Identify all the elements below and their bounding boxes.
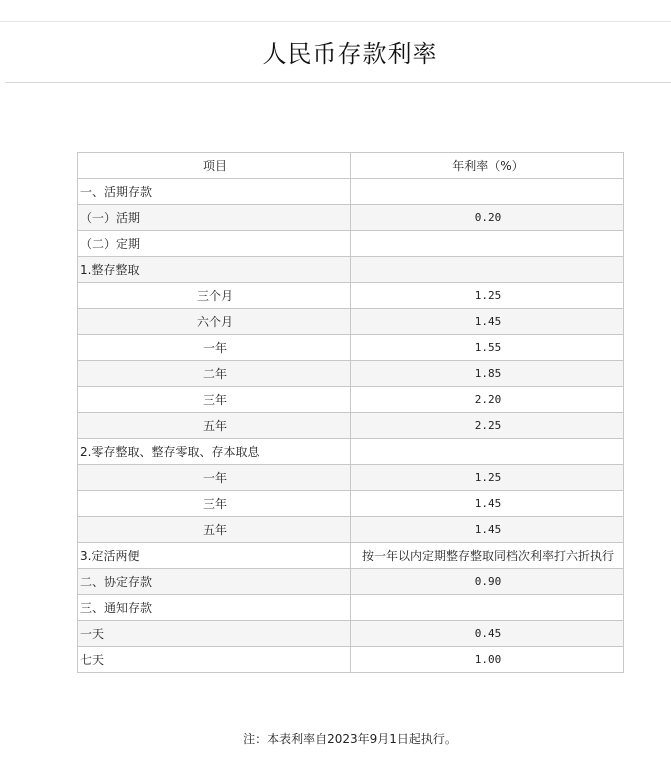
table-row (78, 283, 624, 309)
row-rate-value: 0.90 (351, 569, 624, 595)
table-header-row (78, 153, 624, 179)
table-row (78, 179, 624, 205)
row-rate-value: 1.55 (351, 335, 624, 361)
table-row (78, 387, 624, 413)
page-title: 人民币存款利率 (262, 40, 438, 68)
row-item-label: （一）活期 (78, 205, 351, 231)
row-rate-value: 0.45 (351, 621, 624, 647)
table-row (78, 517, 624, 543)
footnote: 注：本表利率自2023年9月1日起执行。 (243, 732, 457, 746)
row-rate-value: 0.20 (351, 205, 624, 231)
row-item-label: 七天 (78, 647, 351, 673)
table-row (78, 361, 624, 387)
row-item-label: 一、活期存款 (78, 179, 351, 205)
row-rate-value (351, 595, 624, 621)
row-rate-value: 1.85 (351, 361, 624, 387)
row-rate-value: 2.20 (351, 387, 624, 413)
row-item-label: 五年 (78, 517, 351, 543)
row-item-label: 五年 (78, 413, 351, 439)
table-row (78, 335, 624, 361)
row-item-label: 三、通知存款 (78, 595, 351, 621)
row-item-label: 三年 (78, 491, 351, 517)
row-item-label: 一年 (78, 335, 351, 361)
row-item-label: 1.整存整取 (78, 257, 351, 283)
table-row (78, 413, 624, 439)
table-row (78, 439, 624, 465)
column-header-rate: 年利率（%） (351, 153, 624, 179)
table-row (78, 569, 624, 595)
table-row (78, 309, 624, 335)
row-item-label: 六个月 (78, 309, 351, 335)
row-rate-value (351, 257, 624, 283)
top-divider (0, 21, 671, 22)
title-divider (5, 82, 671, 83)
row-rate-value: 1.00 (351, 647, 624, 673)
row-item-label: （二）定期 (78, 231, 351, 257)
row-item-label: 一天 (78, 621, 351, 647)
row-rate-value (351, 231, 624, 257)
deposit-rate-table (77, 152, 624, 673)
table-row (78, 621, 624, 647)
table-body (78, 179, 624, 673)
row-item-label: 一年 (78, 465, 351, 491)
table-row (78, 205, 624, 231)
row-rate-value (351, 179, 624, 205)
row-item-label: 3.定活两便 (78, 543, 351, 569)
row-item-label: 三个月 (78, 283, 351, 309)
row-item-label: 二、协定存款 (78, 569, 351, 595)
table-row (78, 465, 624, 491)
row-rate-value: 1.45 (351, 491, 624, 517)
row-rate-value: 1.45 (351, 309, 624, 335)
row-rate-value: 2.25 (351, 413, 624, 439)
row-rate-value: 1.25 (351, 283, 624, 309)
row-item-label: 2.零存整取、整存零取、存本取息 (78, 439, 351, 465)
column-header-item: 项目 (78, 153, 351, 179)
table-row (78, 647, 624, 673)
row-item-label: 三年 (78, 387, 351, 413)
table-row (78, 491, 624, 517)
row-rate-value (351, 439, 624, 465)
table-row (78, 257, 624, 283)
row-rate-value: 1.25 (351, 465, 624, 491)
row-item-label: 二年 (78, 361, 351, 387)
row-rate-value: 按一年以内定期整存整取同档次利率打六折执行 (351, 543, 624, 569)
row-rate-value: 1.45 (351, 517, 624, 543)
table-row (78, 231, 624, 257)
table-row (78, 543, 624, 569)
table-row (78, 595, 624, 621)
